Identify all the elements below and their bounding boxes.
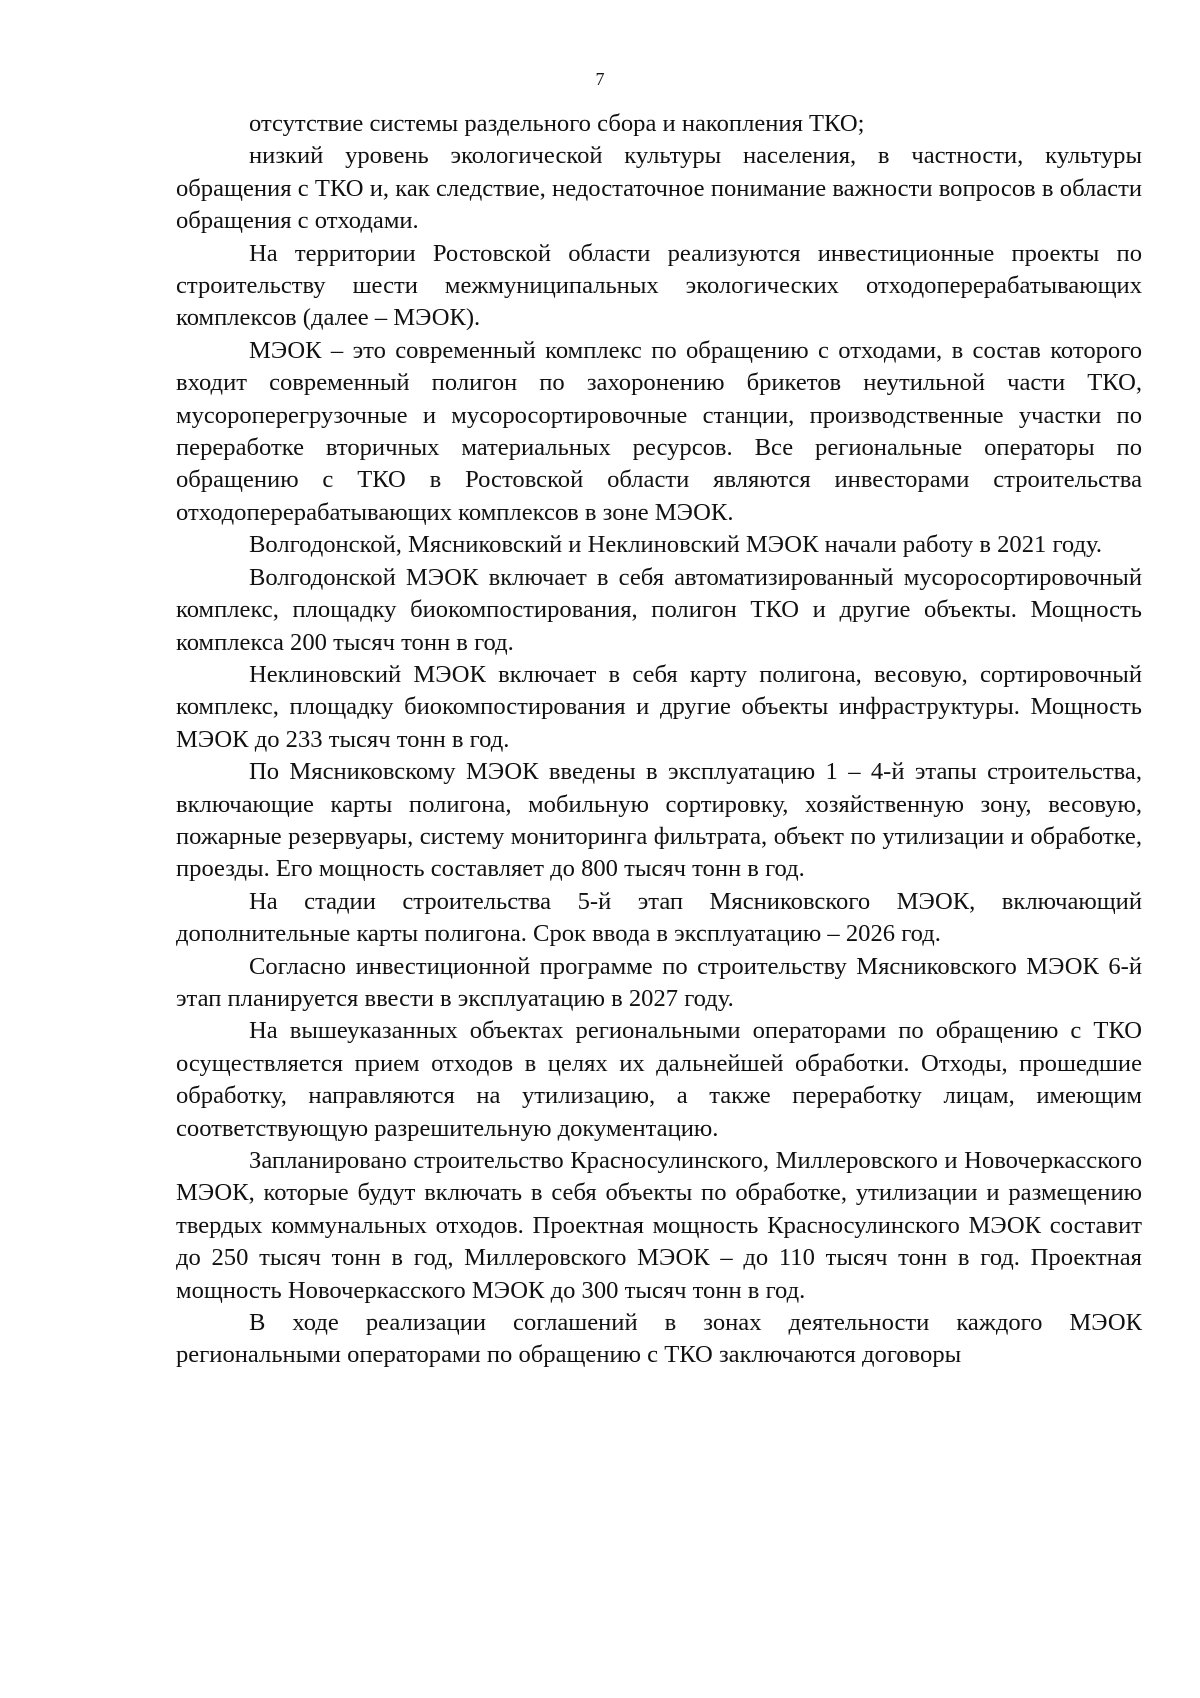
paragraph-ecological-culture: низкий уровень экологической культуры населения, в частности, культуры обращения с ТКО и, как следствие, недостаточное понимание важности вопросов в области обращения с отходами. xyxy=(176,142,1142,235)
paragraph-planned-construction: Запланировано строительство Красносулинского, Миллеровского и Новочеркасского МЭОК, которые будут включать в себя объекты по обработке, утилизации и размещению твердых коммунальных отходов. Проектная мощность Красносулинского МЭОК составит до 250 тысяч тонн в год, Миллеровского МЭОК – до 110 тысяч тонн в год. Проектная мощность Новочеркасского МЭОК до 300 тысяч тонн в год. xyxy=(176,1147,1142,1304)
paragraph-separate-collection: отсутствие системы раздельного сбора и накопления ТКО; xyxy=(249,110,865,137)
paragraph-agreements: В ходе реализации соглашений в зонах деятельности каждого МЭОК региональными операторами по обращению с ТКО заключаются договоры xyxy=(176,1309,1142,1369)
paragraph-stage-6: Согласно инвестиционной программе по строительству Мясниковского МЭОК 6-й этап планируется ввести в эксплуатацию в 2027 году. xyxy=(176,952,1142,1012)
paragraph-investment-projects: На территории Ростовской области реализуются инвестиционные проекты по строительству шести межмуниципальных экологических отходоперерабатывающих комплексов (далее – МЭОК). xyxy=(176,239,1142,332)
body-text xyxy=(176,108,1142,1372)
page-number: 7 xyxy=(595,69,605,89)
paragraph-stage-5: На стадии строительства 5-й этап Мясниковского МЭОК, включающий дополнительные карты полигона. Срок ввода в эксплуатацию – 2026 год. xyxy=(176,887,1142,948)
paragraph-myasnikovsky-stages: По Мясниковскому МЭОК введены в эксплуатацию 1 – 4-й этапы строительства, включающие карты полигона, мобильную сортировку, хозяйственную зону, весовую, пожарные резервуары, систему мониторинга фильтрата, объект по утилизации и обработке, проезды. Его мощность составляет до 800 тысяч тонн в год. xyxy=(176,758,1142,883)
paragraph-volgodonsk-meok: Волгодонской МЭОК включает в себя автоматизированный мусоросортировочный комплекс, площадку биокомпостирования, полигон ТКО и другие объекты. Мощность комплекса 200 тысяч тонн в год. xyxy=(176,563,1142,656)
paragraph-waste-acceptance: На вышеуказанных объектах региональными операторами по обращению с ТКО осуществляется прием отходов в целях их дальнейшей обработки. Отходы, прошедшие обработку, направляются на утилизацию, а также переработку лицам, имеющим соответствующую разрешительную документацию. xyxy=(176,1017,1142,1142)
paragraph-neklinovsky-meok: Неклиновский МЭОК включает в себя карту полигона, весовую, сортировочный комплекс, площадку биокомпостирования и другие объекты инфраструктуры. Мощность МЭОК до 233 тысяч тонн в год. xyxy=(176,660,1142,753)
paragraph-meok-started-2021: Волгодонской, Мясниковский и Неклиновский МЭОК начали работу в 2021 году. xyxy=(249,531,1103,559)
paragraph-meok-definition: МЭОК – это современный комплекс по обращению с отходами, в состав которого входит современный полигон по захоронению брикетов неутильной части ТКО, мусороперегрузочные и мусоросортировочные станции, производственные участки по переработке вторичных материальных ресурсов. Все региональные операторы по обращению с ТКО в Ростовской области являются инвесторами строительства отходоперерабатывающих комплексов в зоне МЭОК. xyxy=(176,336,1142,526)
